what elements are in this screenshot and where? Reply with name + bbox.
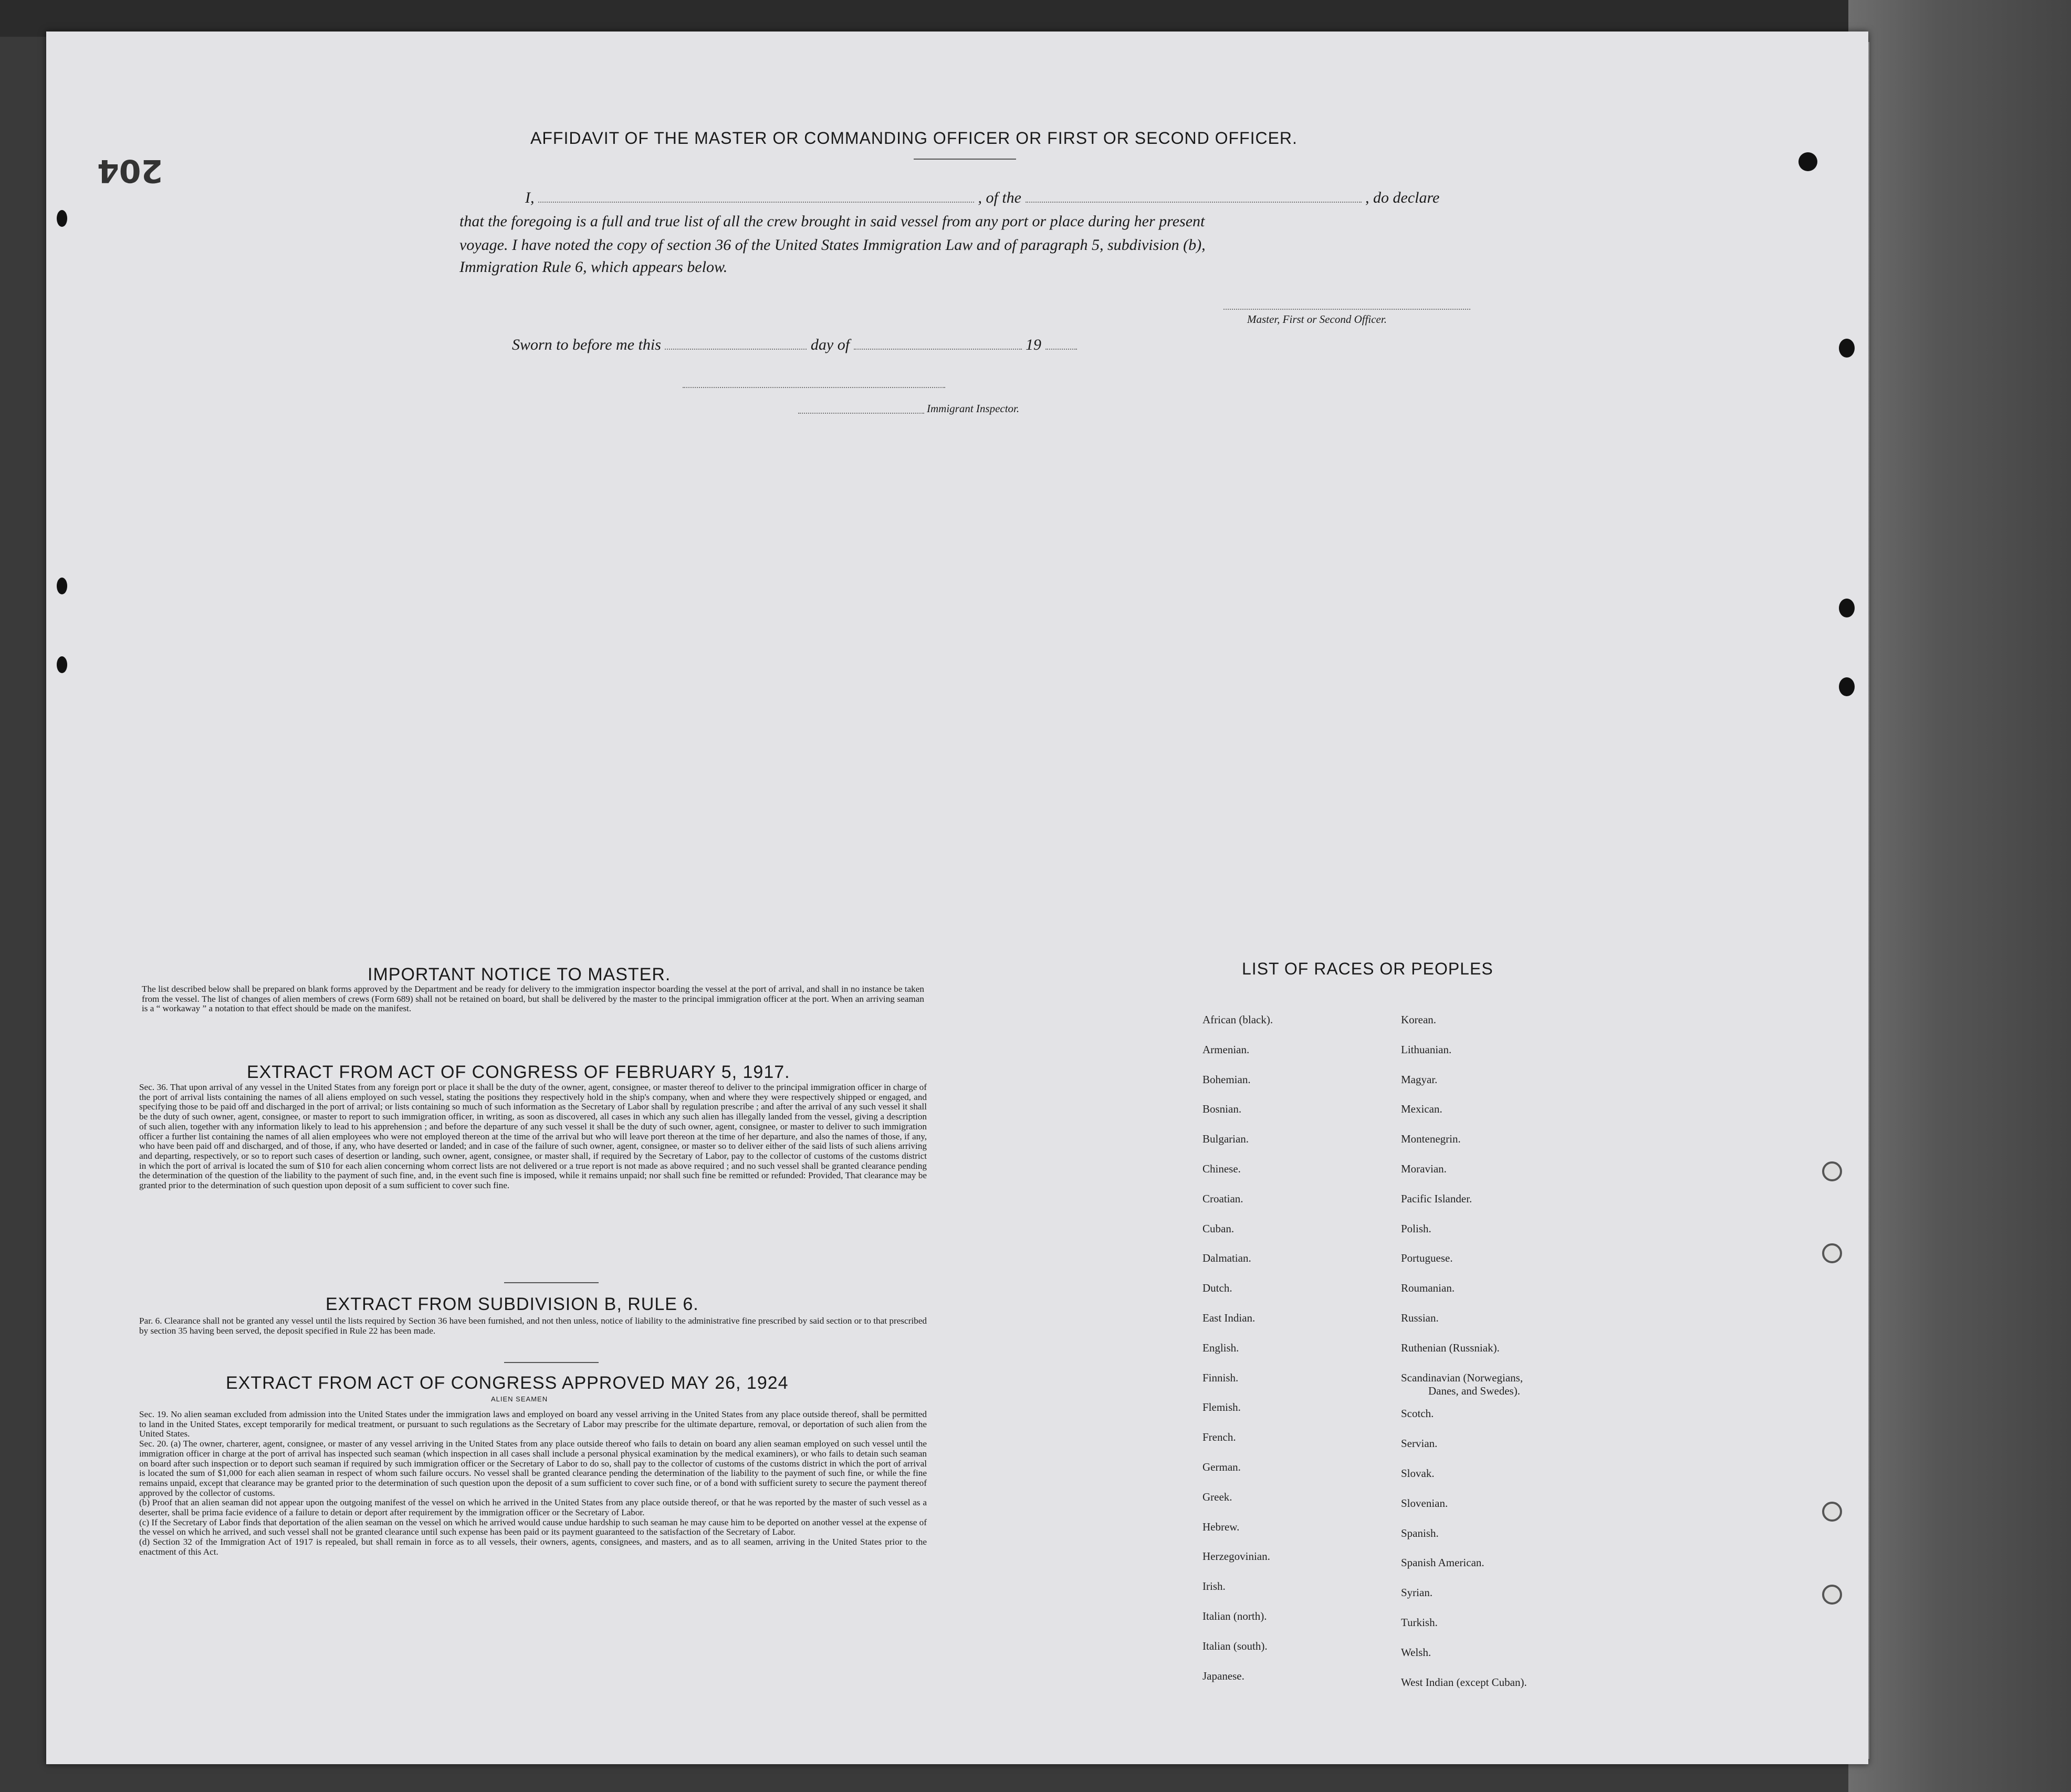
notice-body: The list described below shall be prepared on blank forms approved by the Department and be ready for delivery to the immigration inspector boarding the vessel at the port of arrival, and shall in no instance be taken from the vessel. The list of changes of alien members of crews (Form 689) shall not be retained on board, but shall be delivered by the master to the principal immigration officer at the port. When an arriving seaman is a “ workaway ” a notation to that effect should be made on the manifest. xyxy=(142,984,924,1014)
race-item: Herzegovinian. xyxy=(1202,1550,1270,1563)
title-divider xyxy=(914,159,1016,160)
sworn-day-blank[interactable] xyxy=(665,349,807,350)
scan-backdrop-right xyxy=(1848,0,2071,1792)
sworn-prefix: Sworn to before me this xyxy=(512,336,661,353)
race-item: Italian (south). xyxy=(1202,1640,1268,1652)
master-signature-label: Master, First or Second Officer. xyxy=(1247,313,1387,326)
inspector-signature-label: Immigrant Inspector. xyxy=(927,402,1020,415)
punch-hole-icon xyxy=(1822,1585,1842,1605)
race-item: Montenegrin. xyxy=(1401,1133,1461,1145)
race-item: Armenian. xyxy=(1202,1043,1250,1056)
affidavit-line-4: Immigration Rule 6, which appears below. xyxy=(459,258,728,276)
race-item: Mexican. xyxy=(1401,1103,1442,1115)
race-item: Italian (north). xyxy=(1202,1610,1267,1622)
inspector-signature-line[interactable] xyxy=(683,387,945,388)
extract-1924-paragraph: (d) Section 32 of the Immigration Act of 1917 is repealed, but shall remain in force as to all vessels, their owners, agents, consignees, and masters, and as to all seamen, arriving in the United States prior to the enactment of this Act. xyxy=(139,1537,927,1557)
affidavit-declare: , do declare xyxy=(1365,189,1440,206)
extract-1917-body: Sec. 36. That upon arrival of any vessel in the United States from any foreign port or place it shall be the duty of the owner, agent, consignee, or master thereof to deliver to the principal immigration officer in charge of the port of arrival lists containing the names of all aliens employed on such vessel, stating the positions they respectively hold in the ship's company, when and where they were respectively shipped or engaged, and specifying those to be paid off and discharged in the port of arrival; or lists containing so much of such information as the Secretary of Labor shall by regulation prescribe ; and after the arrival of any such vessel it shall be the duty of such owner, agent, consignee, or master to report to such immigration officer, in writing, as soon as discovered, all cases in which any such alien has illegally landed from the vessel, giving a description of such alien, together with any information likely to lead to his apprehension ; and before the departure of any such vessel it shall be the duty of such owner, agent, consignee, or master to deliver to such immigration officer a further list containing the names of all alien employees who were not employed thereon at the time of the arrival but who will leave port thereon at the time of her departure, and also the names of those, if any, who have been paid off and discharged, and of those, if any, who have deserted or landed; and in case of the failure of such owner, agent, consignee, or master so to deliver either of the said lists of such aliens arriving and departing, respectively, or so to report such cases of desertion or landing, such owner, agent, consignee, or master shall, if required by the Secretary of Labor, pay to the collector of customs of the customs district in which the port of arrival is located the sum of $10 for each alien concerning whom correct lists are not delivered or a true report is not made as above required ; and no such vessel shall be granted clearance pending the determination of the question of the liability to the payment of such fine, and, in the event such fine is imposed, while it remains unpaid; nor shall such fine be remitted or refunded: Provided, That clearance may be granted prior to the determination of such question upon deposit of a sum sufficient to cover such fine. xyxy=(139,1082,927,1191)
race-item: Ruthenian (Russniak). xyxy=(1401,1342,1500,1354)
races-title: LIST OF RACES OR PEOPLES xyxy=(1242,959,1493,978)
punch-hole-icon xyxy=(1798,152,1817,171)
race-item: East Indian. xyxy=(1202,1312,1256,1324)
race-item: English. xyxy=(1202,1342,1239,1354)
race-item: Bulgarian. xyxy=(1202,1133,1249,1145)
extract-1924-paragraph: Sec. 20. (a) The owner, charterer, agent, consignee, or master of any vessel arriving in the United States from any place outside thereof who fails to detain on board any alien seaman employed on such vessel until the immigration officer in charge at the port of arrival has inspected such seaman (which inspection in all cases shall include a personal physical examination by the medical examiners), or who fails to detain such seaman on board after such inspection or to deport such seaman if required by such immigration officer or the Secretary of Labor to do so, shall pay to the collector of customs of the customs district in which the port of arrival is located the sum of $1,000 for each alien seaman in respect of whom such failure occurs. No vessel shall be granted clearance pending the determination of the liability to the payment of such fine, or while the fine remains unpaid, except that clearance may be granted prior to the determination of such question upon the deposit of a sum sufficient to cover such fine, or of a bond with sufficient surety to secure the payment thereof approved by the collector of customs. xyxy=(139,1439,927,1498)
margin-page-number: 204 xyxy=(97,152,163,189)
punch-hole-icon xyxy=(1822,1161,1842,1181)
race-item: French. xyxy=(1202,1431,1236,1443)
race-item: German. xyxy=(1202,1461,1241,1473)
section-divider xyxy=(504,1282,599,1283)
race-item: Welsh. xyxy=(1401,1646,1431,1659)
race-item: Slovenian. xyxy=(1401,1497,1448,1510)
affidavit-of-the: , of the xyxy=(978,189,1021,206)
race-item: Russian. xyxy=(1401,1312,1439,1324)
extract-1924-paragraph: Sec. 19. No alien seaman excluded from admission into the United States under the immigration laws and employed on board any vessel arriving in the United States from any place outside thereof, shall be permitted to land in the United States, except temporarily for medical treatment, or pursuant to such regulations as the Secretary of Labor may prescribe for the ultimate departure, removal, or deportation of such alien from the United States. xyxy=(139,1409,927,1439)
name-blank[interactable] xyxy=(538,202,974,203)
race-item: Servian. xyxy=(1401,1437,1438,1450)
sworn-month-blank[interactable] xyxy=(854,349,1022,350)
race-item: Flemish. xyxy=(1202,1401,1241,1413)
affidavit-title: AFFIDAVIT OF THE MASTER OR COMMANDING OFFICER OR FIRST OR SECOND OFFICER. xyxy=(530,129,1298,148)
sworn-line xyxy=(512,336,1077,354)
race-item: Pacific Islander. xyxy=(1401,1192,1472,1205)
race-item: Hebrew. xyxy=(1202,1521,1240,1533)
section-divider-2 xyxy=(504,1362,599,1363)
race-item: Moravian. xyxy=(1401,1162,1447,1175)
race-item: Scotch. xyxy=(1401,1407,1434,1420)
race-item: Dutch. xyxy=(1202,1282,1232,1294)
race-item: Polish. xyxy=(1401,1222,1431,1235)
race-item: Finnish. xyxy=(1202,1371,1239,1384)
extract-1924-title: EXTRACT FROM ACT OF CONGRESS APPROVED MAY 26, 1924 xyxy=(226,1373,789,1393)
punch-hole-icon xyxy=(57,210,67,227)
race-item: Chinese. xyxy=(1202,1162,1241,1175)
affidavit-line-2: that the foregoing is a full and true list of all the crew brought in said vessel from any port or place during her present xyxy=(459,213,1205,230)
vessel-blank[interactable] xyxy=(1026,202,1362,203)
notice-title: IMPORTANT NOTICE TO MASTER. xyxy=(368,965,671,984)
race-item: Bosnian. xyxy=(1202,1103,1242,1115)
race-item: Dalmatian. xyxy=(1202,1252,1251,1264)
subdivision-body: Par. 6. Clearance shall not be granted any vessel until the lists required by Section 36 have been furnished, and not then unless, notice of liability to the administrative fine prescribed by said section or to that prescribed by section 35 having been served, the deposit specified in Rule 22 has been made. xyxy=(139,1316,927,1336)
affidavit-line-3: voyage. I have noted the copy of section 36 of the United States Immigration Law and of paragraph 5, subdivision (b), xyxy=(459,236,1206,254)
affidavit-line-1 xyxy=(525,189,1439,207)
race-item: Japanese. xyxy=(1202,1670,1244,1682)
race-item: Bohemian. xyxy=(1202,1073,1251,1086)
race-item: Spanish. xyxy=(1401,1527,1439,1539)
extract-1924-paragraph: (c) If the Secretary of Labor finds that deportation of the alien seaman on the vessel on which he arrived would cause undue hardship to such seaman he may cause him to be deported on another vessel at the expense of the vessel on which he arrived, and such vessel shall not be granted clearance until such expense has been paid or its payment guaranteed to the satisfaction of the Secretary of Labor. xyxy=(139,1517,927,1537)
race-item: Greek. xyxy=(1202,1491,1232,1503)
race-item: West Indian (except Cuban). xyxy=(1401,1676,1527,1689)
punch-hole-icon xyxy=(57,656,67,673)
race-item: Turkish. xyxy=(1401,1616,1438,1629)
extract-1924-body xyxy=(139,1410,927,1557)
race-item: Slovak. xyxy=(1401,1467,1435,1480)
sworn-day-of: day of xyxy=(810,336,850,353)
race-item: Cuban. xyxy=(1202,1222,1235,1235)
extract-1924-subtitle: ALIEN SEAMEN xyxy=(491,1395,548,1403)
sworn-year-blank[interactable] xyxy=(1045,349,1077,350)
race-item-continuation: Danes, and Swedes). xyxy=(1428,1385,1520,1397)
race-item: Syrian. xyxy=(1401,1586,1433,1599)
punch-hole-icon xyxy=(1839,599,1855,617)
race-item: Spanish American. xyxy=(1401,1556,1484,1569)
inspector-signature-line-2[interactable] xyxy=(798,413,924,414)
race-item: Irish. xyxy=(1202,1580,1226,1592)
subdivision-title: EXTRACT FROM SUBDIVISION B, RULE 6. xyxy=(326,1294,699,1314)
affidavit-i: I, xyxy=(525,189,535,206)
sworn-year: 19 xyxy=(1026,336,1042,353)
punch-hole-icon xyxy=(57,578,67,594)
punch-hole-icon xyxy=(1822,1243,1842,1263)
race-item: Roumanian. xyxy=(1401,1282,1455,1294)
extract-1917-title: EXTRACT FROM ACT OF CONGRESS OF FEBRUARY 5, 1917. xyxy=(247,1062,790,1082)
punch-hole-icon xyxy=(1822,1502,1842,1522)
race-item: Lithuanian. xyxy=(1401,1043,1452,1056)
punch-hole-icon xyxy=(1839,677,1855,696)
master-signature-line[interactable] xyxy=(1223,309,1470,310)
race-item: Portuguese. xyxy=(1401,1252,1453,1264)
race-item: Scandinavian (Norwegians, xyxy=(1401,1371,1523,1384)
race-item: Korean. xyxy=(1401,1013,1437,1026)
punch-hole-icon xyxy=(1839,339,1855,358)
race-item: Croatian. xyxy=(1202,1192,1243,1205)
race-item: Magyar. xyxy=(1401,1073,1438,1086)
extract-1924-paragraph: (b) Proof that an alien seaman did not appear upon the outgoing manifest of the vessel on which he arrived in the United States from any place outside thereof, or that he was reported by the master of such vessel as a deserter, shall be prima facie evidence of a failure to detain or deport after requirement by the immigration officer or the Secretary of Labor. xyxy=(139,1497,927,1518)
race-item: African (black). xyxy=(1202,1013,1273,1026)
